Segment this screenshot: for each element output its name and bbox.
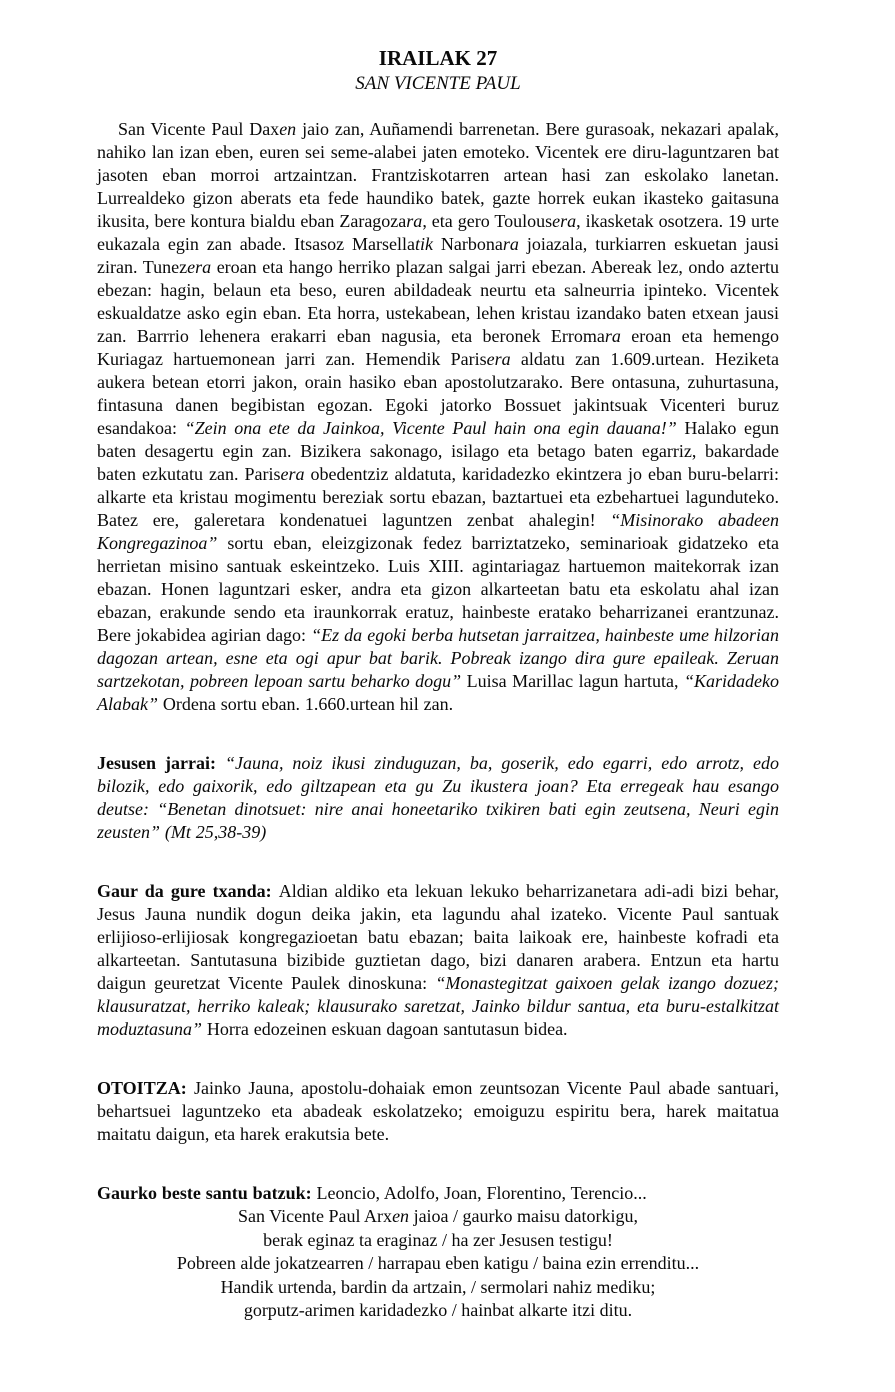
text-run: Jainko Jauna, apostolu-dohaiak emon zeuntsozan Vicente Paul abade santuari, behartsuei laguntzeko eta abadeak eskolatzeko; emoiguzu espiritu bera, harek maitatua maitatu daigun, eta harek erakutsia bete.: [97, 1078, 779, 1144]
text-run: gorputz-arimen karidadezko / hainbat alkarte itzi ditu.: [243, 1300, 633, 1320]
text-run: eroan eta hemengo Kuriagaz hartuemonean jarri zan. Hemendik Paris: [97, 326, 779, 369]
text-run: “Zein ona ete da Jainkoa, Vicente Paul hain ona egin dauana!”: [184, 418, 677, 438]
verse-line: [97, 1205, 779, 1229]
text-run: era: [187, 257, 212, 277]
paragraph-otoitza: [97, 1077, 779, 1146]
text-run: “Monastegitzat gaixoen gelak izango dozuez; klausuratzat, herriko kaleak; klausurako saretzat, Jainko bildur santua, eta buru-estalkitzat moduztasuna”: [97, 973, 780, 1039]
text-run: era: [280, 464, 305, 484]
text-run: en: [279, 119, 297, 139]
paragraph-santu-batzuk: [97, 1182, 779, 1205]
text-run: San Vicente Paul Arx: [237, 1206, 393, 1226]
text-run: jaioa / gaurko maisu datorkigu,: [409, 1206, 639, 1226]
text-run: Aldian aldiko eta lekuan lekuko beharrizanetara adi-adi bizi behar, Jesus Jauna nundik dogun deika jakin, eta lagundu ahal izateko. Vicente Paul santuak erlijioso-erlijiosak kongregazioetan batu ebazan; baita laikoak ere, hainbeste kofradi eta alkarteetan. Santutasuna bizibide guztietan dago, bizi danaren arabera. Entzun eta hartu daigun geuretzat Vicente Paulek dinoskuna:: [97, 881, 779, 993]
page-title: IRAILAK 27: [378, 46, 498, 70]
text-column: [97, 0, 779, 1323]
text-run: “Misinorako abadeen Kongregazinoa”: [97, 510, 779, 553]
text-run: San Vicente Paul Dax: [118, 119, 280, 139]
paragraph-jesusen-jarrai: [97, 752, 779, 844]
text-run: tik: [414, 234, 433, 254]
text-run: Gaur da gure txanda:: [97, 881, 279, 901]
text-run: Horra edozeinen eskuan dagoan santutasun bidea.: [202, 1019, 568, 1039]
paragraph-biography: [97, 118, 779, 716]
text-run: Pobreen alde jokatzearren / harrapau eben katigu / baina ezin errenditu...: [176, 1253, 700, 1273]
text-run: ra: [604, 326, 621, 346]
paragraph-gaur-da-gure-txanda: [97, 880, 779, 1041]
text-run: sortu eban, eleizgizonak fedez barriztatzeko, seminarioak gidatzeko eta herrietan misino santuak eskeintzeko. Luis XIII. agintariagaz hartuemon maitekorrak izan ebazan. Honen laguntzari esker, andra eta gizon alkarteetan batu eta eskolatu ahal izan ebazan, erakunde sendo eta iraunkorrak eratuz, hainbeste eratako beharrizanei erantzunaz. Bere jokabidea agirian dago:: [97, 533, 779, 645]
text-run: “Ez da egoki berba hutsetan jarraitzea, hainbeste ume hilzorian dagozan artean, esne eta ogi apur bat barik. Pobreak izango dira gure epaileak. Zeruan sartzekotan, pobreen lepoan sartu beharko dogu”: [97, 625, 779, 691]
verse-line: [97, 1229, 779, 1253]
text-run: Jesusen jarrai:: [97, 753, 225, 773]
text-run: Gaurko beste santu batzuk:: [97, 1183, 317, 1203]
text-run: obedentziz aldatuta, karidadezko ekintzera jo eban buru-belarri: alkarte eta kristau mogimentu bereziak sortu ebazan, baztartuei eta ezbehartuei lagunduteko. Batez ere, galeretara kondenatuei laguntzen zenbat ahalegin!: [97, 464, 779, 530]
text-run: aldatu zan 1.609.urtean. Heziketa aukera betean etorri jakon, orain hasiko eban apostolutzarako. Bere ontasuna, zuhurtasuna, fintasuna danen begibistan egozan. Egoki jatorko Bossuet jakintsuak Vicenteri buruz esandakoa:: [97, 349, 779, 438]
text-run: eroan eta hango herriko plazan salgai jarri ebezan. Abereak lez, ondo aztertu ebezan: hagin, belaun eta beso, euren abildadeak neurtu eta salneurria ipinteko. Vicentek eskualdatze asko egin eban. Eta horra, ustekabean, lehen kristau izandako baten etxean jausi zan. Barrrio lehenera erakarri eban nagusia, eta beronek Erroma: [97, 257, 779, 346]
text-run: OTOITZA:: [97, 1078, 195, 1098]
text-run: era: [552, 211, 577, 231]
text-run: Handik urtenda, bardin da artzain, / sermolari nahiz mediku;: [220, 1276, 656, 1297]
text-run: jaio zan, Auñamendi barrenetan. Bere gurasoak, nekazari apalak, nahiko lan izan eben, euren sei seme-alabei jaten emoteko. Vicentek ere diru-laguntzaren bat jasoten eban morroi artzaintzan. Frantziskotarren artean hasi zan eskolako lanetan. Lurrealdeko gizon aberats eta fede haundiko batek, gazte horrek eukan ikasteko gaitasuna ikusita, bere kontura bialdu eban Zaragoza: [97, 119, 779, 231]
verse-block: [97, 1205, 779, 1323]
text-run: joiazala, turkiarren eskuetan jausi ziran. Tunez: [97, 234, 779, 277]
text-run: “Jauna, noiz ikusi zinduguzan, ba, goserik, edo egarri, edo arrotz, edo bilozik, edo gaixorik, edo giltzapean eta gu Zu ikustera joan? Eta erregeak hau esango deutse: “Benetan dinotsuet: nire anai honeetariko txikiren bati egin zeutsena, Neuri egin zeusten” (Mt 25,38-39): [97, 753, 780, 842]
text-run: ra: [502, 234, 519, 254]
verse-line: [97, 1299, 779, 1323]
verse-line: [97, 1252, 779, 1276]
text-run: , ikasketak osotzera. 19 urte eukazala egin zan abade. Itsasoz Marsella: [97, 211, 780, 254]
text-run: Leoncio, Adolfo, Joan, Florentino, Terencio...: [316, 1183, 647, 1203]
text-run: Ordena sortu eban. 1.660.urtean hil zan.: [158, 694, 454, 714]
text-run: Narbona: [432, 234, 503, 254]
page-subtitle: SAN VICENTE PAUL: [355, 73, 521, 94]
text-run: Luisa Marillac lagun hartuta,: [461, 671, 684, 691]
text-run: , eta gero Toulous: [422, 211, 553, 231]
text-run: “Karidadeko Alabak”: [97, 671, 779, 714]
text-run: en: [392, 1206, 410, 1226]
verse-line: [97, 1276, 779, 1300]
text-run: era: [486, 349, 511, 369]
text-run: ra: [406, 211, 423, 231]
text-run: Halako egun baten desagertu egin zan. Bizikera sakonago, isilago eta betago baten egarriz, bakardade baten ezkutatu zan. Paris: [97, 418, 779, 484]
text-run: berak eginaz ta eraginaz / ha zer Jesusen testigu!: [263, 1229, 613, 1250]
